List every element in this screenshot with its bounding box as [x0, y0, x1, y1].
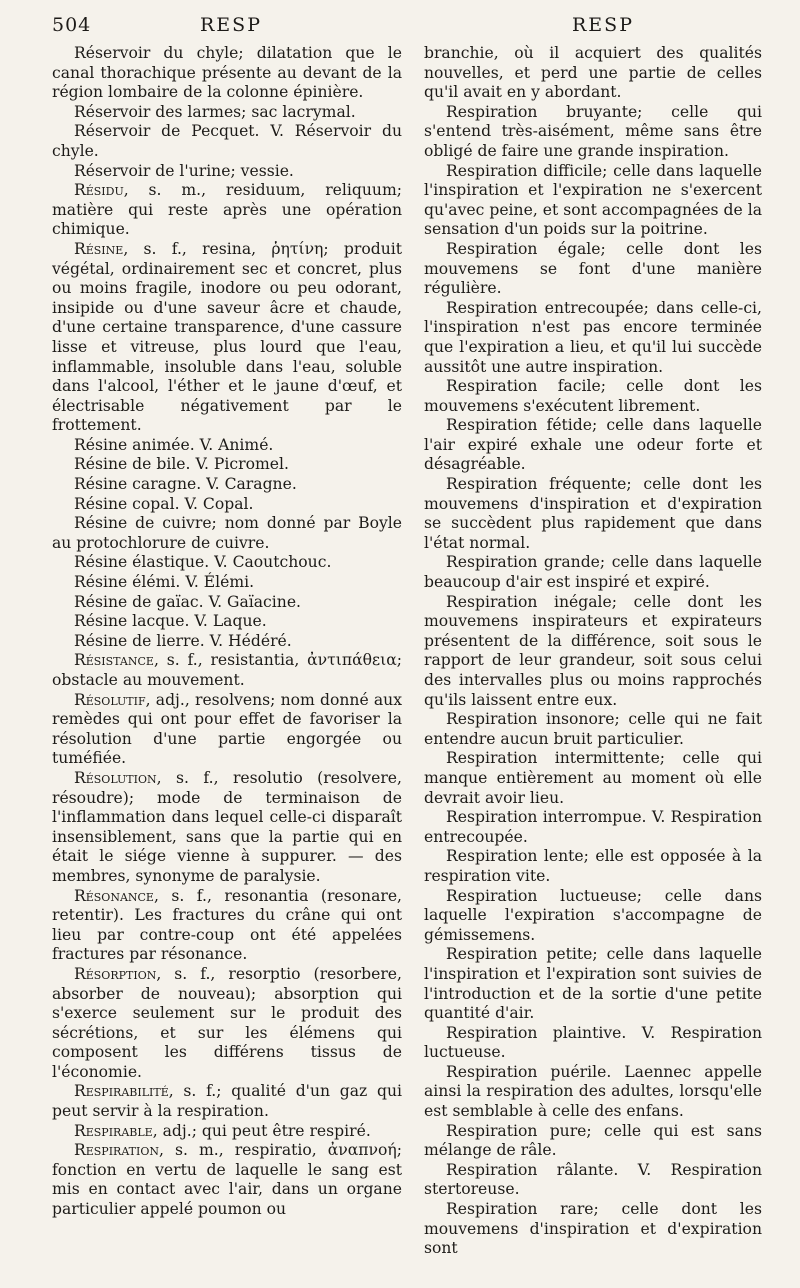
entry-text: Respiration égale; celle dont les mouvemens se font d'une manière régulière. [424, 239, 762, 298]
entry-headword: Résine [74, 239, 124, 258]
entry-text: Résine copal. V. Copal. [74, 494, 254, 513]
dictionary-entry [424, 240, 762, 299]
dictionary-entry [424, 416, 762, 475]
entry-text: , s. f., resina, ῥητίνη; produit végétal, ordinairement sec et concret, plus ou moins fragile, inodore ou peu odorant, insipide ou d'une saveur âcre et chaude, d'une certaine transparence, d'une cassure lisse et vitreuse, plus lourd que l'eau, inflammable, insoluble dans l'eau, soluble dans l'alcool, l'éther et le jaune d'œuf, et électrisable négativement par le frottement. [52, 239, 402, 435]
dictionary-entry [52, 495, 402, 515]
entry-text: Respiration interrompue. V. Respiration entrecoupée. [424, 808, 762, 846]
entry-headword: Résolutif [74, 690, 146, 709]
dictionary-entry [52, 103, 402, 123]
entry-headword: Résidu [74, 181, 124, 200]
entry-text: Réservoir de l'urine; vessie. [74, 161, 294, 180]
dictionary-entry [424, 749, 762, 808]
dictionary-entry [424, 162, 762, 240]
entry-text: Réservoir du chyle; dilatation que le canal thorachique présente au devant de la région lombaire de la colonne épinière. [52, 44, 402, 102]
dictionary-entry [52, 240, 402, 436]
dictionary-entry [52, 632, 402, 652]
entry-text: , s. m., residuum, reliquum; matière qui reste après une opération chimique. [52, 181, 402, 239]
entry-text: Respiration rare; celle dont les mouvemens d'inspiration et d'expiration sont [424, 1200, 762, 1258]
dictionary-entry [52, 44, 402, 103]
dictionary-entry [52, 1141, 402, 1219]
entry-headword: Respirable [74, 1121, 153, 1140]
dictionary-entry [424, 475, 762, 553]
entry-text: Résine caragne. V. Caragne. [74, 475, 297, 494]
entry-text: Respiration puérile. Laennec appelle ainsi la respiration des adultes, lorsqu'elle est semblable à celle des enfans. [424, 1062, 762, 1121]
dictionary-entry [52, 475, 402, 495]
dictionary-entry [52, 1082, 402, 1121]
dictionary-entry [52, 612, 402, 632]
entry-text: , adj.; qui peut être respiré. [152, 1121, 371, 1140]
entry-text: Résine élastique. V. Caoutchouc. [74, 553, 332, 572]
entry-text: Résine de lierre. V. Hédéré. [74, 631, 292, 650]
entry-text: Réservoir des larmes; sac lacrymal. [74, 102, 356, 121]
dictionary-entry [52, 162, 402, 182]
entry-headword: Résorption [74, 964, 157, 983]
entry-text: Respiration inégale; celle dont les mouvemens inspirateurs et expirateurs présentent de la différence, soit sous le rapport de leur grandeur, soit sous celui des intervalles plus ou moins rapprochés qu'ils laissent entre eux. [424, 592, 762, 709]
entry-text: Respiration facile; celle dont les mouvemens s'exécutent librement. [424, 377, 762, 415]
entry-text: , s. m., respiratio, ἀναπνοή; fonction en vertu de laquelle le sang est mis en contact avec l'air, dans un organe particulier appelé poumon ou [52, 1141, 402, 1219]
entry-headword: Résolution [74, 768, 157, 787]
dictionary-entry [52, 887, 402, 965]
dictionary-entry [52, 593, 402, 613]
dictionary-entry [424, 808, 762, 847]
dictionary-entry [424, 299, 762, 377]
entry-text: , s. f., resistantia, ἀντιπάθεια; obstacle au mouvement. [52, 651, 402, 689]
dictionary-entry [424, 710, 762, 749]
entry-headword: Respiration [74, 1141, 160, 1160]
entry-text: , s. f., resonantia (resonare, retentir). Les fractures du crâne qui ont lieu par contre-coup ont été appelées fractures par résonance. [52, 886, 402, 964]
dictionary-entry [424, 1122, 762, 1161]
entry-text: Respiration fréquente; celle dont les mouvemens d'inspiration et d'expiration se succèdent plus rapidement que dans l'état normal. [424, 475, 762, 552]
entry-text: Réservoir de Pecquet. V. Réservoir du chyle. [52, 122, 402, 160]
entry-text: Respiration plaintive. V. Respiration luctueuse. [424, 1023, 762, 1062]
dictionary-entry [424, 593, 762, 711]
dictionary-entry [52, 1122, 402, 1142]
dictionary-entry [52, 769, 402, 887]
entry-text: , adj., resolvens; nom donné aux remèdes qui ont pour effet de favoriser la résolution d'une partie engorgée ou tuméfiée. [52, 690, 402, 768]
left-column [52, 44, 402, 1220]
dictionary-entry [52, 553, 402, 573]
entry-text: Respiration entrecoupée; dans celle-ci, l'inspiration n'est pas encore terminée que l'expiration a lieu, et qu'il lui succède aussitôt une autre inspiration. [424, 298, 762, 376]
dictionary-entry [424, 1024, 762, 1063]
dictionary-entry [424, 847, 762, 886]
entry-text: , s. f.; qualité d'un gaz qui peut servir à la respiration. [52, 1082, 402, 1121]
dictionary-entry [52, 573, 402, 593]
entry-text: Respiration intermittente; celle qui manque entièrement au moment où elle devrait avoir lieu. [424, 749, 762, 807]
entry-text: Résine élémi. V. Élémi. [74, 573, 255, 592]
dictionary-entry [52, 122, 402, 161]
entry-headword: Résistance [74, 651, 154, 670]
page-number: 504 [52, 14, 92, 36]
entry-text: Respiration fétide; celle dans laquelle l'air expiré exhale une odeur forte et désagréable. [424, 416, 762, 474]
dictionary-entry [52, 455, 402, 475]
dictionary-entry [424, 1161, 762, 1200]
dictionary-entry [52, 965, 402, 1083]
dictionary-entry [424, 1063, 762, 1122]
running-header [52, 14, 760, 44]
entry-text: Respiration insonore; celle qui ne fait entendre aucun bruit particulier. [424, 710, 762, 748]
entry-headword: Respirabilité [74, 1082, 169, 1101]
entry-text: Respiration râlante. V. Respiration stertoreuse. [424, 1160, 762, 1199]
dictionary-entry [424, 887, 762, 946]
dictionary-entry [52, 651, 402, 690]
dictionary-entry [424, 945, 762, 1023]
right-column [424, 44, 762, 1259]
entry-text: Respiration grande; celle dans laquelle beaucoup d'air est inspiré et expiré. [424, 553, 762, 592]
entry-text: Respiration difficile; celle dans laquelle l'inspiration et l'expiration ne s'exercent qu'avec peine, et sont accompagnées de la sensation d'un poids sur la poitrine. [424, 161, 762, 239]
entry-text: Respiration pure; celle qui est sans mélange de râle. [424, 1121, 762, 1160]
entry-text: , s. f., resorptio (resorbere, absorber de nouveau); absorption qui s'exerce seulement sur le produit des sécrétions, et sur les élémens qui composent les différens tissus de l'économie. [52, 964, 402, 1081]
dictionary-entry [52, 436, 402, 456]
dictionary-entry [424, 553, 762, 592]
entry-text: Respiration lente; elle est opposée à la respiration vite. [424, 847, 762, 885]
running-head-left: RESP [200, 14, 262, 36]
entry-text: Respiration bruyante; celle qui s'entend très-aisément, même sans être obligé de faire une grande inspiration. [424, 102, 762, 160]
dictionary-entry [424, 377, 762, 416]
dictionary-entry [52, 691, 402, 769]
entry-text: Résine de cuivre; nom donné par Boyle au protochlorure de cuivre. [52, 514, 402, 552]
dictionary-entry [424, 1200, 762, 1259]
dictionary-entry [424, 44, 762, 103]
entry-text: branchie, où il acquiert des qualités nouvelles, et perd une partie de celles qu'il avait en y abordant. [424, 44, 762, 102]
entry-text: Respiration petite; celle dans laquelle l'inspiration et l'expiration sont suivies de l'introduction et de la sortie d'une petite quantité d'air. [424, 945, 762, 1023]
entry-headword: Résonance [74, 886, 154, 905]
entry-text: Respiration luctueuse; celle dans laquelle l'expiration s'accompagne de gémissemens. [424, 886, 762, 944]
dictionary-entry [424, 103, 762, 162]
entry-text: Résine de bile. V. Picromel. [74, 455, 289, 474]
entry-text: Résine de gaïac. V. Gaïacine. [74, 592, 301, 611]
dictionary-entry [52, 181, 402, 240]
entry-text: Résine animée. V. Animé. [74, 435, 274, 454]
dictionary-entry [52, 514, 402, 553]
entry-text: , s. f., resolutio (resolvere, résoudre); mode de terminaison de l'inflammation dans lequel celle-ci disparaît insensiblement, sans que la partie qui en était le siége vienne à suppurer. — des membres, synonyme de paralysie. [52, 768, 402, 885]
entry-text: Résine lacque. V. Laque. [74, 612, 267, 631]
running-head-right: RESP [572, 14, 634, 36]
